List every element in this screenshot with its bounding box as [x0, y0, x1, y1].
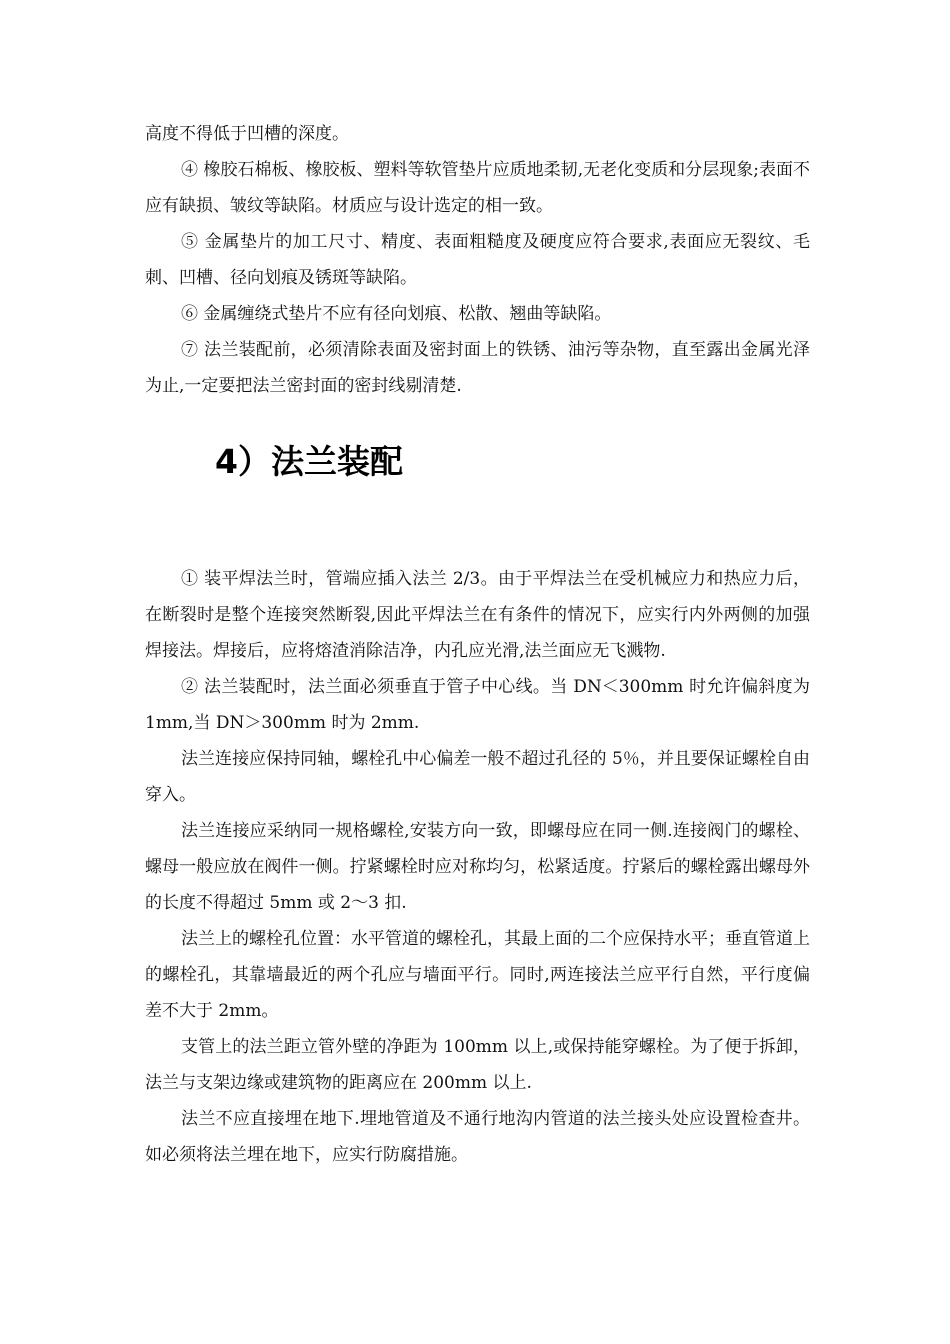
section-gasket-requirements: [145, 116, 810, 404]
paragraph-buried: 法兰不应直接埋在地下.埋地管道及不通行地沟内管道的法兰接头处应设置检查井。如必须将法兰埋在地下，应实行防腐措施。: [145, 1109, 810, 1165]
paragraph-branch-pipe: 支管上的法兰距立管外壁的净距为 100mm 以上,或保持能穿螺栓。为了便于拆卸，法兰与支架边缘或建筑物的距离应在 200mm 以上.: [145, 1037, 810, 1093]
paragraph-item-6: ⑥ 金属缠绕式垫片不应有径向划痕、松散、翘曲等缺陷。: [181, 304, 612, 324]
paragraph-item-4: ④ 橡胶石棉板、橡胶板、塑料等软管垫片应质地柔韧,无老化变质和分层现象;表面不应有缺损、皱纹等缺陷。材质应与设计选定的相一致。: [145, 160, 810, 216]
paragraph-item-7: ⑦ 法兰装配前，必须清除表面及密封面上的铁锈、油污等杂物，直至露出金属光泽为止,一定要把法兰密封面的密封线剔清楚.: [145, 340, 810, 396]
paragraph-bolt-holes: 法兰上的螺栓孔位置：水平管道的螺栓孔，其最上面的二个应保持水平；垂直管道上的螺栓孔，其靠墙最近的两个孔应与墙面平行。同时,两连接法兰应平行自然，平行度偏差不大于 2mm。: [145, 929, 810, 1021]
paragraph-bolts: 法兰连接应采纳同一规格螺栓,安装方向一致，即螺母应在同一侧.连接阀门的螺栓、螺母一般应放在阀件一侧。拧紧螺栓时应对称均匀，松紧适度。拧紧后的螺栓露出螺母外的长度不得超过 5mm 或 2～3 扣.: [145, 821, 810, 913]
section-heading: 4）法兰装配: [215, 442, 403, 481]
paragraph-item-5: ⑤ 金属垫片的加工尺寸、精度、表面粗糙度及硬度应符合要求,表面应无裂纹、毛刺、凹槽、径向划痕及锈斑等缺陷。: [145, 232, 810, 288]
section-flange-assembly: [145, 561, 810, 1173]
paragraph-item-1: ① 装平焊法兰时，管端应插入法兰 2/3。由于平焊法兰在受机械应力和热应力后，在断裂时是整个连接突然断裂,因此平焊法兰在有条件的情况下，应实行内外两侧的加强焊接法。焊接后，应将熔渣消除洁净，内孔应光滑,法兰面应无飞溅物.: [145, 569, 810, 661]
paragraph-coaxial: 法兰连接应保持同轴，螺栓孔中心偏差一般不超过孔径的 5％，并且要保证螺栓自由穿入。: [145, 749, 810, 805]
paragraph-item-2: ② 法兰装配时，法兰面必须垂直于管子中心线。当 DN＜300mm 时允许偏斜度为 1mm,当 DN＞300mm 时为 2mm.: [145, 677, 810, 733]
paragraph-continuation: 高度不得低于凹槽的深度。: [145, 124, 349, 144]
